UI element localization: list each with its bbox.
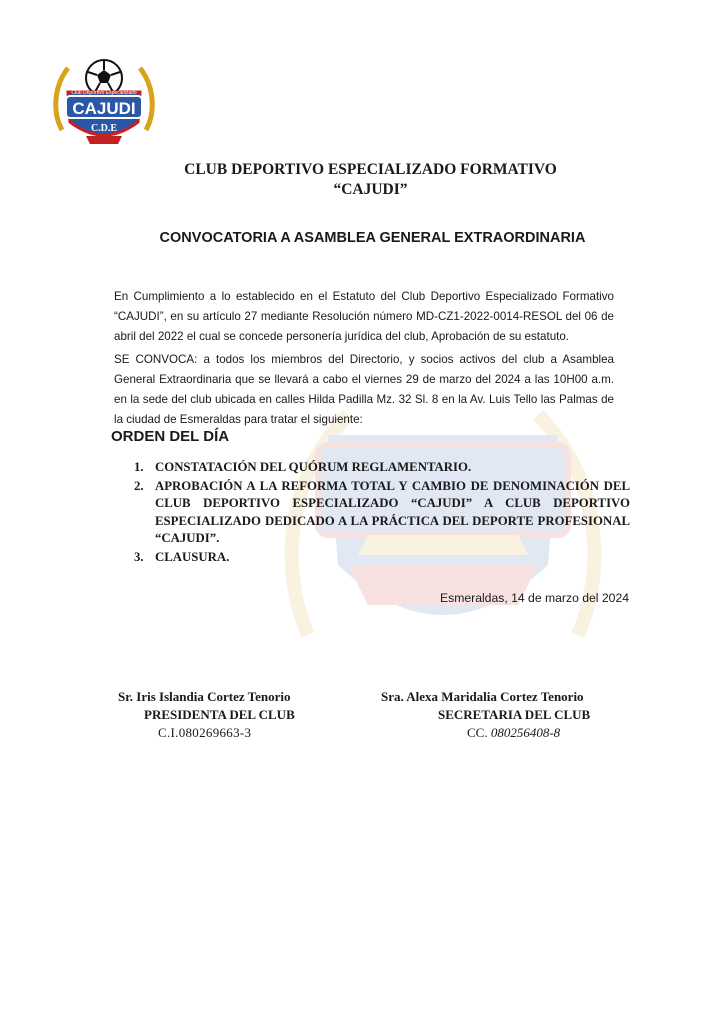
signer-role: PRESIDENTA DEL CLUB [144,707,295,722]
signer-id [381,724,590,742]
logo-top-text: Club Deportivo Especializado [71,90,137,96]
club-name-line: CLUB DEPORTIVO ESPECIALIZADO FORMATIVO [184,161,557,178]
signature-block-secretary [381,688,590,742]
club-logo [48,52,160,150]
signature-block-president [118,688,295,742]
signer-id: C.I.080269663-3 [158,725,252,740]
agenda-item-number: 1. [134,460,144,474]
convocation-paragraph: SE CONVOCA: a todos los miembros del Directorio, y socios activos del club a Asamblea General Extraordinaria que se llevará a cabo el viernes 29 de marzo del 2024 a las 10H00 a.m. en la sede del club ubicada en calles Hilda Padilla Mz. 32 Sl. 8 en la Av. Luis Tello las Palmas de la ciudad de Esmeraldas para tratar el siguiente: [114,353,614,426]
agenda-item-number: 2. [134,478,144,493]
logo-sub-text: C.D.E [90,123,118,134]
agenda-item [134,478,630,548]
agenda-item [134,459,630,477]
agenda-item-text: CLAUSURA. [155,549,230,564]
intro-paragraph: En Cumplimiento a lo establecido en el Estatuto del Club Deportivo Especializado Formativo “CAJUDI”, en su artículo 27 mediante Resolución número MD-CZ1-2022-0014-RESOL del 06 de abril del 2022 el cual se concede personería jurídica del club, Aprobación de su estatuto. [114,290,614,343]
document-subject: CONVOCATORIA A ASAMBLEA GENERAL EXTRAORDINARIA [159,230,586,246]
agenda-item [134,549,630,567]
agenda-item-number: 3. [134,549,144,564]
agenda-item-text: APROBACIÓN A LA REFORMA TOTAL Y CAMBIO DE DENOMINACIÓN DEL CLUB DEPORTIVO ESPECIALIZADO “CAJUDI” A CLUB DEPORTIVO ESPECIALIZADO DEDICADO A LA PRÁCTICA DEL DEPORTE PROFESIONAL “CAJUDI”. [155,478,630,545]
logo-banner-text: CAJUDI [72,99,136,118]
club-short-name: “CAJUDI” [333,181,408,198]
agenda-list [134,459,630,567]
date-line: Esmeraldas, 14 de marzo del 2024 [439,591,629,605]
signer-name: Sr. Iris Islandia Cortez Tenorio [118,689,291,704]
agenda-heading: ORDEN DEL DÍA [111,428,230,445]
signer-id-number: 080256408-8 [490,725,561,740]
signer-role: SECRETARIA DEL CLUB [438,707,591,722]
signer-name: Sra. Alexa Maridalia Cortez Tenorio [381,689,584,704]
signer-id-prefix: CC. [467,725,491,740]
agenda-item-text: CONSTATACIÓN DEL QUÓRUM REGLAMENTARIO. [155,460,472,474]
